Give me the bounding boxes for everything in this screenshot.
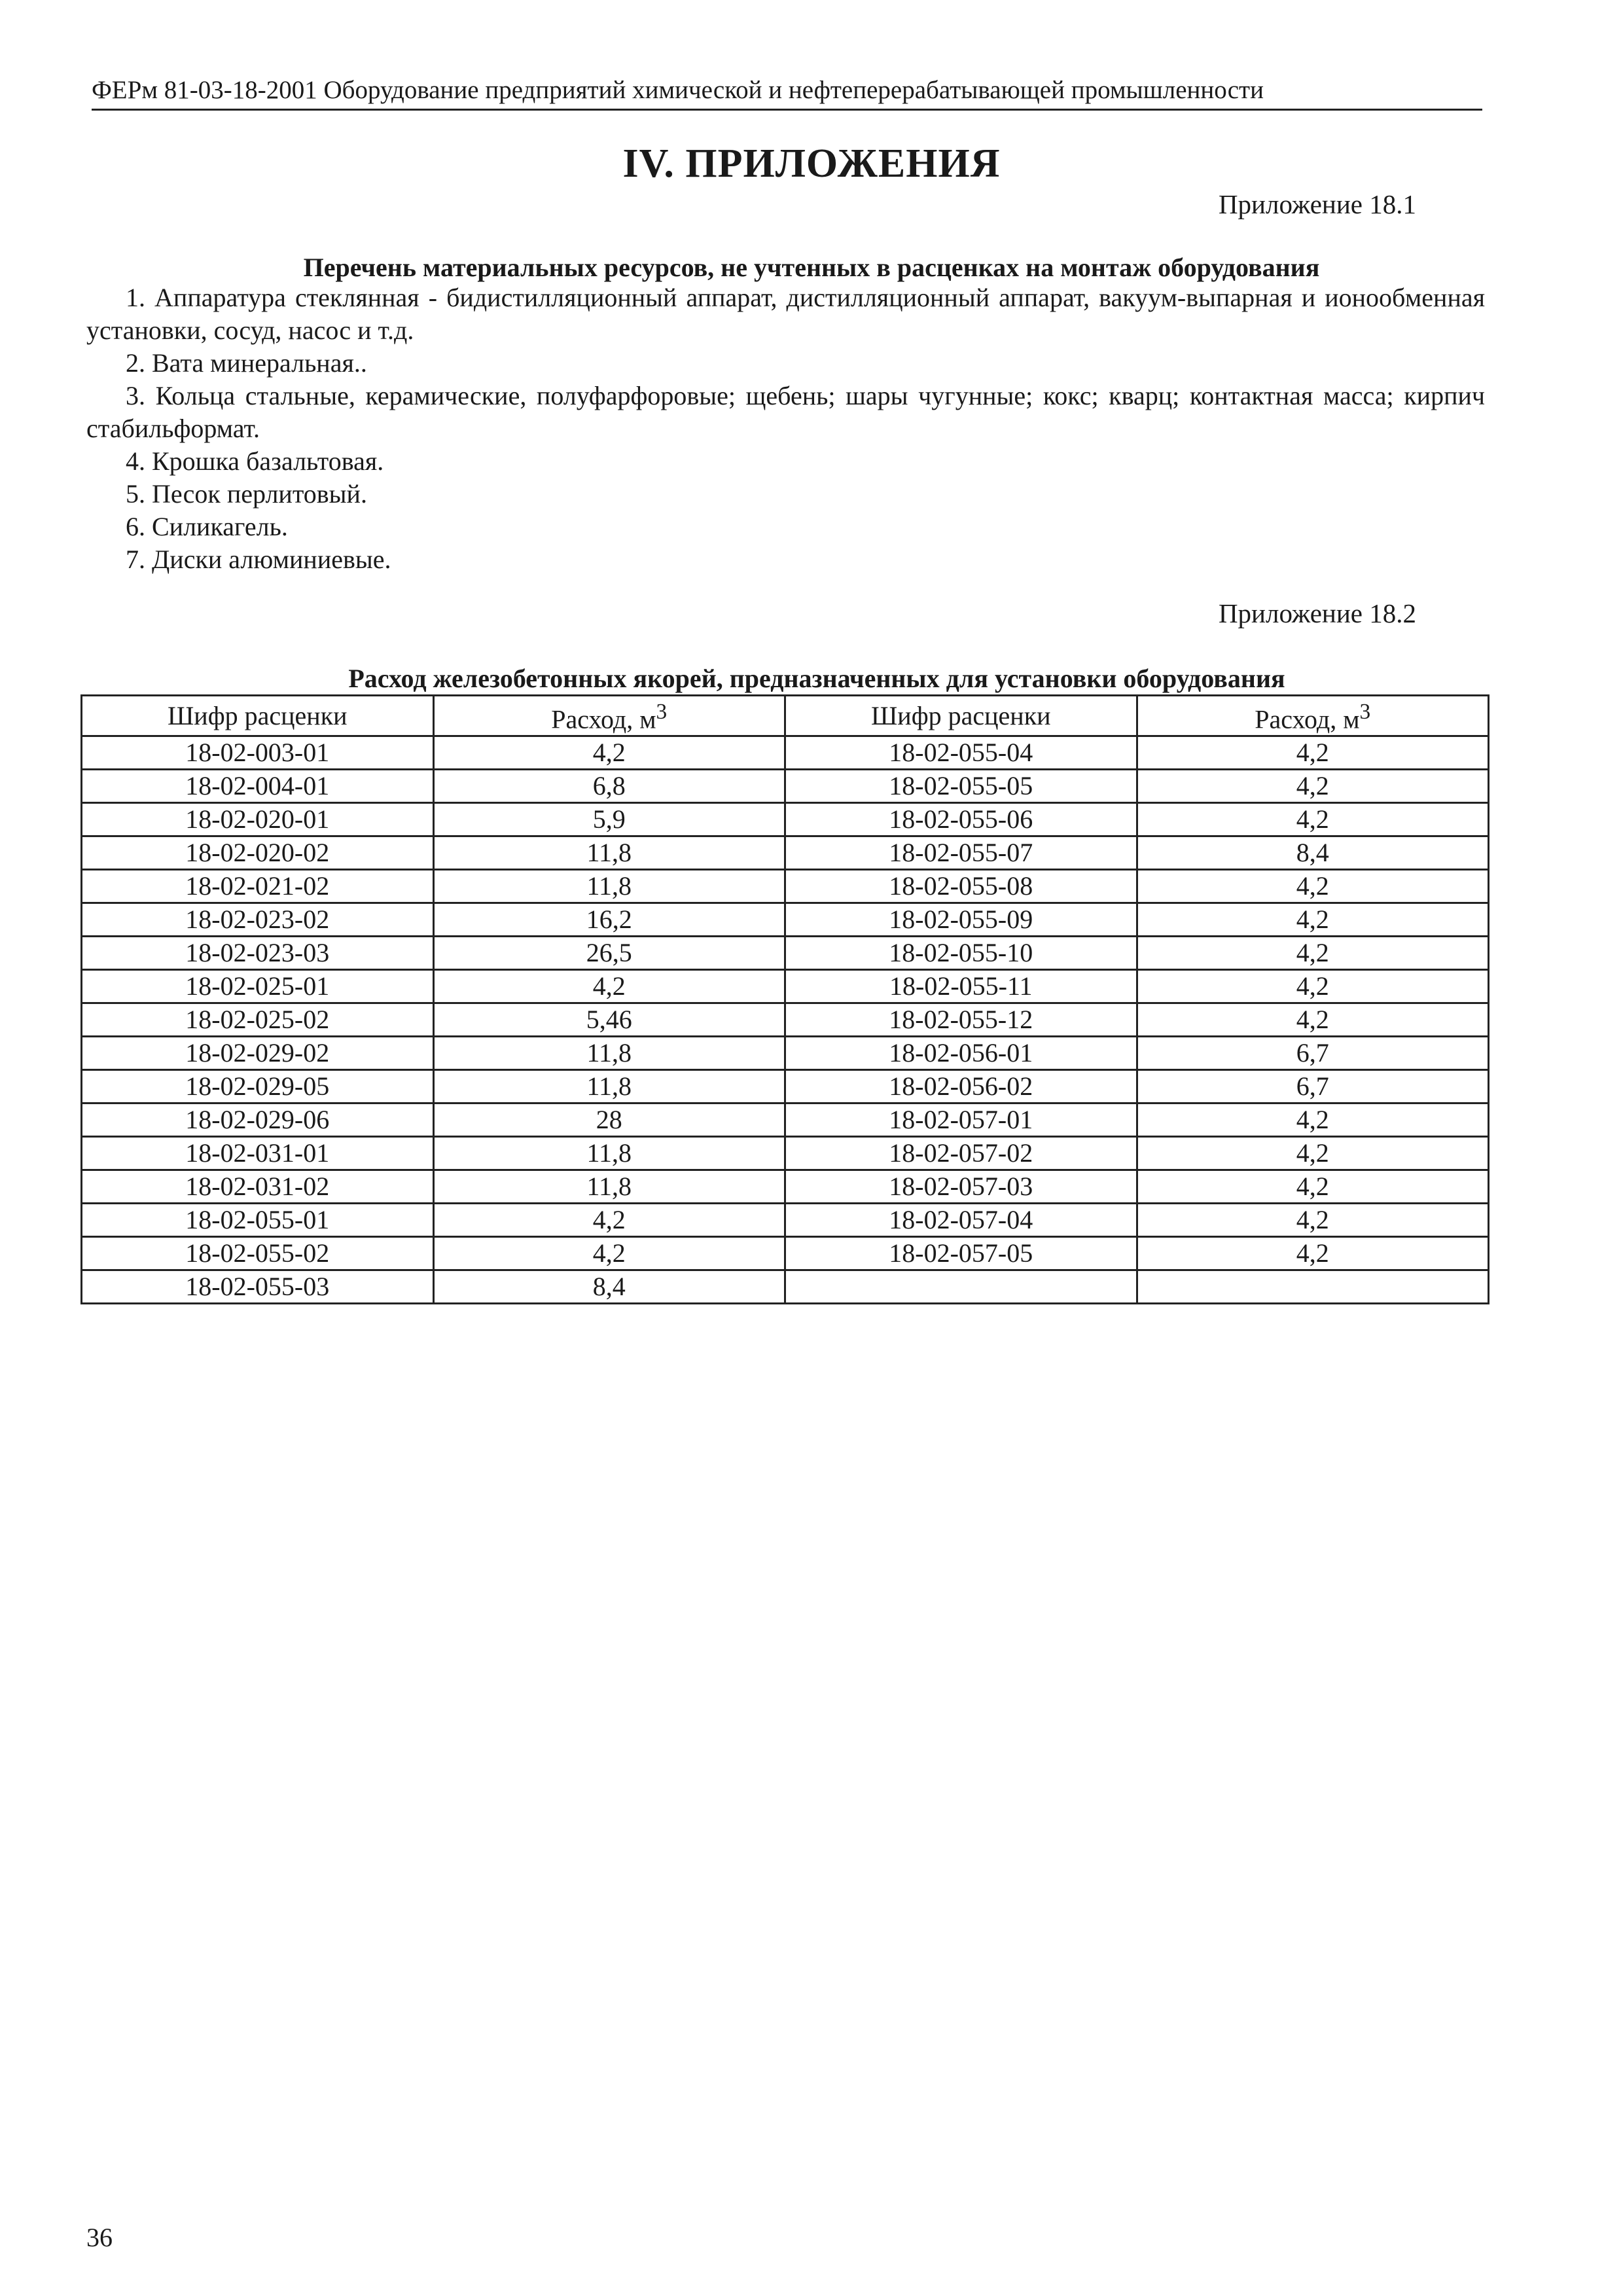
cell-consumption: 6,8 [433,770,785,803]
table-body [82,736,1489,1304]
cell-consumption: 4,2 [1137,1237,1489,1270]
table-row [82,1037,1489,1070]
list-item: 2. Вата минеральная.. [126,348,367,378]
cell-code: 18-02-025-02 [82,1003,434,1037]
column-header-consumption [433,696,785,736]
cell-code: 18-02-056-01 [785,1037,1137,1070]
cell-consumption: 5,9 [433,803,785,836]
section-title: IV. ПРИЛОЖЕНИЯ [622,141,1001,186]
cell-code: 18-02-020-01 [82,803,434,836]
cell-code: 18-02-055-01 [82,1204,434,1237]
column-header-code: Шифр расценки [82,696,434,736]
cell-code: 18-02-055-06 [785,803,1137,836]
list-item: 6. Силикагель. [126,512,288,541]
table-row [82,1137,1489,1170]
running-header: ФЕРм 81-03-18-2001 Оборудование предприятий химической и нефтеперерабатывающей промышленности [92,73,1482,111]
table-row [82,870,1489,903]
table-row [82,1237,1489,1270]
cell-consumption: 11,8 [433,1137,785,1170]
cell-code: 18-02-020-02 [82,836,434,870]
cell-consumption: 8,4 [1137,836,1489,870]
cell-consumption: 11,8 [433,836,785,870]
cell-code: 18-02-031-01 [82,1137,434,1170]
table-row [82,1204,1489,1237]
cell-consumption: 6,7 [1137,1070,1489,1103]
cell-code: 18-02-055-09 [785,903,1137,937]
cell-consumption: 4,2 [1137,970,1489,1003]
cell-code: 18-02-057-01 [785,1103,1137,1137]
cell-consumption: 4,2 [1137,1137,1489,1170]
cell-code: 18-02-057-05 [785,1237,1137,1270]
cell-consumption: 4,2 [433,1204,785,1237]
cell-code: 18-02-055-03 [82,1270,434,1304]
table-row [82,736,1489,770]
cell-consumption: 4,2 [1137,1003,1489,1037]
cell-consumption: 4,2 [1137,1170,1489,1204]
table-row [82,937,1489,970]
list-item: 7. Диски алюминиевые. [126,545,391,574]
cell-consumption: 11,8 [433,1037,785,1070]
table-row [82,1070,1489,1103]
column-header-consumption [1137,696,1489,736]
table-row [82,1270,1489,1304]
table-row [82,903,1489,937]
cell-consumption: 6,7 [1137,1037,1489,1070]
cell-consumption: 4,2 [433,736,785,770]
cell-consumption: 4,2 [1137,1204,1489,1237]
cell-code: 18-02-057-02 [785,1137,1137,1170]
cell-consumption: 4,2 [433,1237,785,1270]
cell-consumption: 4,2 [1137,770,1489,803]
cell-code: 18-02-023-03 [82,937,434,970]
unit-superscript: 3 [656,700,668,724]
page-number: 36 [86,2223,113,2252]
cell-consumption: 5,46 [433,1003,785,1037]
table-row [82,770,1489,803]
cell-consumption: 4,2 [433,970,785,1003]
cell-code: 18-02-055-05 [785,770,1137,803]
cell-consumption: 4,2 [1137,870,1489,903]
cell-consumption: 4,2 [1137,736,1489,770]
cell-code: 18-02-023-02 [82,903,434,937]
table-row [82,1170,1489,1204]
table-row [82,1003,1489,1037]
cell-code: 18-02-055-07 [785,836,1137,870]
table-row [82,970,1489,1003]
cell-code: 18-02-057-04 [785,1204,1137,1237]
cell-consumption: 4,2 [1137,937,1489,970]
cell-consumption: 11,8 [433,1070,785,1103]
cell-code: 18-02-029-02 [82,1037,434,1070]
materials-list [86,281,1485,576]
appendix-18-2-label: Приложение 18.2 [1218,598,1416,628]
table-header-row [82,696,1489,736]
column-header-consumption-label: Расход, м [1255,704,1360,734]
cell-consumption: 4,2 [1137,903,1489,937]
anchor-consumption-table [80,694,1489,1304]
cell-code: 18-02-029-05 [82,1070,434,1103]
cell-code: 18-02-031-02 [82,1170,434,1204]
cell-code: 18-02-055-11 [785,970,1137,1003]
cell-code: 18-02-056-02 [785,1070,1137,1103]
list-item: 5. Песок перлитовый. [126,479,367,509]
cell-code: 18-02-055-08 [785,870,1137,903]
list-item: 3. Кольца стальные, керамические, полуфарфоровые; щебень; шары чугунные; кокс; кварц; контактная масса; кирпич стабильформат. [86,381,1485,443]
cell-consumption: 28 [433,1103,785,1137]
cell-consumption: 11,8 [433,870,785,903]
cell-code: 18-02-055-02 [82,1237,434,1270]
cell-code: 18-02-021-02 [82,870,434,903]
table-row [82,836,1489,870]
cell-consumption: 26,5 [433,937,785,970]
cell-consumption: 8,4 [433,1270,785,1304]
table-row [82,803,1489,836]
cell-consumption: 11,8 [433,1170,785,1204]
cell-consumption: 4,2 [1137,1103,1489,1137]
cell-code [785,1270,1137,1304]
appendix-18-2-title: Расход железобетонных якорей, предназначенных для установки оборудования [348,664,1285,693]
cell-code: 18-02-025-01 [82,970,434,1003]
cell-code: 18-02-057-03 [785,1170,1137,1204]
cell-code: 18-02-055-04 [785,736,1137,770]
cell-code: 18-02-003-01 [82,736,434,770]
cell-consumption: 4,2 [1137,803,1489,836]
column-header-code: Шифр расценки [785,696,1137,736]
appendix-18-1-label: Приложение 18.1 [1218,189,1416,219]
appendix-18-1-title: Перечень материальных ресурсов, не учтенных в расценках на монтаж оборудования [303,253,1320,282]
column-header-consumption-label: Расход, м [551,704,656,734]
cell-consumption: 16,2 [433,903,785,937]
unit-superscript: 3 [1359,700,1371,724]
list-item: 1. Аппаратура стеклянная - бидистилляционный аппарат, дистилляционный аппарат, вакуум-выпарная и ионообменная установки, сосуд, насос и т.д. [86,283,1485,345]
list-item: 4. Крошка базальтовая. [126,446,384,476]
cell-code: 18-02-055-12 [785,1003,1137,1037]
cell-code: 18-02-029-06 [82,1103,434,1137]
cell-consumption [1137,1270,1489,1304]
table-row [82,1103,1489,1137]
cell-code: 18-02-055-10 [785,937,1137,970]
cell-code: 18-02-004-01 [82,770,434,803]
